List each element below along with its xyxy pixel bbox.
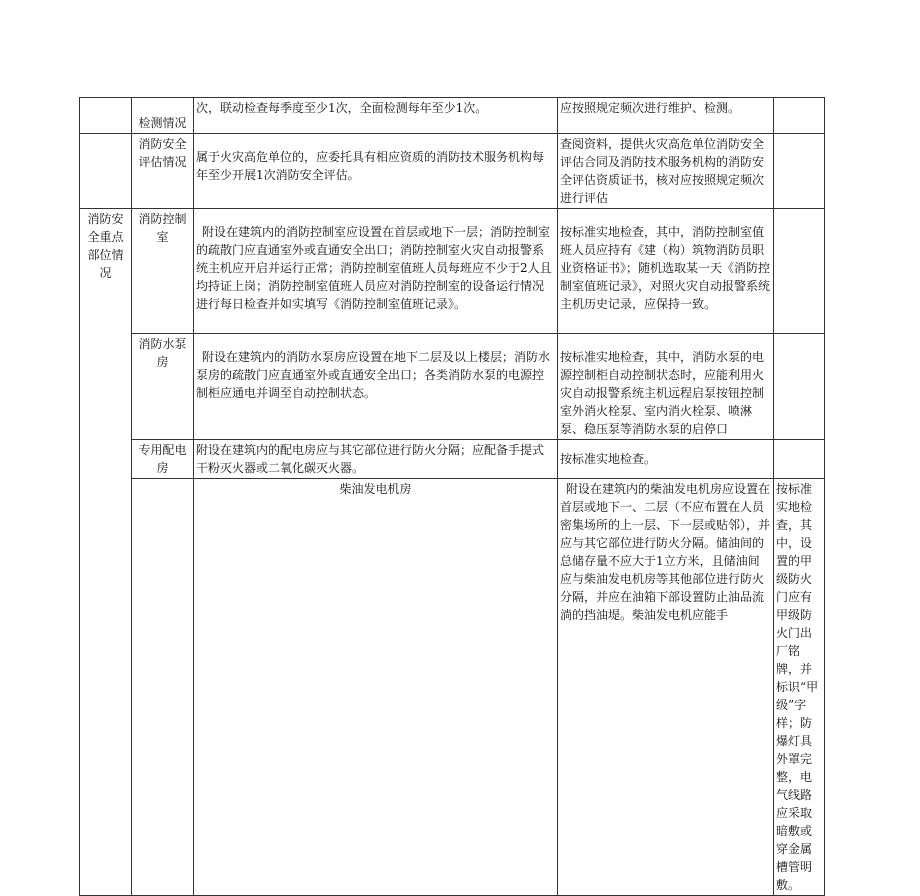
category-cell bbox=[80, 98, 132, 134]
table-row bbox=[80, 209, 825, 334]
item-cell: 消防水泵房 bbox=[132, 334, 194, 440]
method-cell: 查阅资料，提供火灾高危单位消防安全评估合同及消防技术服务机构的消防安全评估资质证书，核对应按照规定频次进行评估 bbox=[558, 134, 774, 209]
method-cell: 应按照规定频次进行维护、检测。 bbox=[558, 98, 774, 134]
category-cell: 消防安全重点部位情况 bbox=[80, 209, 132, 896]
result-cell bbox=[774, 134, 825, 209]
table-row bbox=[80, 440, 825, 479]
result-cell bbox=[774, 98, 825, 134]
result-cell bbox=[774, 209, 825, 334]
requirement-cell: 附设在建筑内的柴油发电机房应设置在首层或地下一、二层（不应布置在人员密集场所的上一层、下一层或贴邻），并应与其它部位进行防火分隔。储油间的总储存量不应大于1立方米，且储油间应与柴油发电机房等其他部位进行防火分隔，并应在油箱下部设置防止油品流淌的挡油堤。柴油发电机应能手 bbox=[558, 479, 774, 896]
category-cell bbox=[132, 479, 194, 896]
item-cell: 柴油发电机房 bbox=[194, 479, 558, 896]
requirement-cell: 附设在建筑内的配电房应与其它部位进行防火分隔；应配备手提式干粉灭火器或二氧化碳灭火器。 bbox=[194, 440, 558, 479]
result-cell bbox=[774, 334, 825, 440]
item-cell: 专用配电房 bbox=[132, 440, 194, 479]
method-cell: 按标准实地检查，其中，设置的甲级防火门应有甲级防火门出厂铭牌，并标识“甲级”字样；防爆灯具外罩完整，电气线路应采取暗敷或穿金属槽管明敷。 bbox=[774, 479, 825, 896]
method-cell: 按标准实地检查，其中，消防控制室值班人员应持有《建（构）筑物消防员职业资格证书》；随机选取某一天《消防控制室值班记录》，对照火灾自动报警系统主机历史记录，应保持一致。 bbox=[558, 209, 774, 334]
table-row bbox=[80, 479, 825, 896]
category-cell bbox=[80, 134, 132, 209]
method-cell: 按标准实地检查。 bbox=[558, 440, 774, 479]
result-cell bbox=[774, 440, 825, 479]
item-cell: 消防控制室 bbox=[132, 209, 194, 334]
table-row bbox=[80, 334, 825, 440]
method-cell: 按标准实地检查，其中，消防水泵的电源控制柜自动控制状态时，应能利用火灾自动报警系统主机远程启泵按钮控制室外消火栓泵、室内消火栓泵、喷淋泵、稳压泵等消防水泵的启停口 bbox=[558, 334, 774, 440]
requirement-cell: 附设在建筑内的消防控制室应设置在首层或地下一层；消防控制室的疏散门应直通室外或直通安全出口；消防控制室火灾自动报警系统主机应开启并运行正常；消防控制室值班人员每班应不少于2人且均持证上岗；消防控制室值班人员应对消防控制室的设备运行情况进行每日检查并如实填写《消防控制室值班记录》。 bbox=[194, 209, 558, 334]
table-row bbox=[80, 134, 825, 209]
requirement-cell: 附设在建筑内的消防水泵房应设置在地下二层及以上楼层；消防水泵房的疏散门应直通室外或直通安全出口；各类消防水泵的电源控制柜应通电并调至自动控制状态。 bbox=[194, 334, 558, 440]
inspection-table bbox=[79, 97, 825, 896]
item-cell: 检测情况 bbox=[132, 98, 194, 134]
item-cell: 消防安全评估情况 bbox=[132, 134, 194, 209]
requirement-cell: 次，联动检查每季度至少1次，全面检测每年至少1次。 bbox=[194, 98, 558, 134]
requirement-cell: 属于火灾高危单位的，应委托具有相应资质的消防技术服务机构每年至少开展1次消防安全评估。 bbox=[194, 134, 558, 209]
table-row bbox=[80, 98, 825, 134]
